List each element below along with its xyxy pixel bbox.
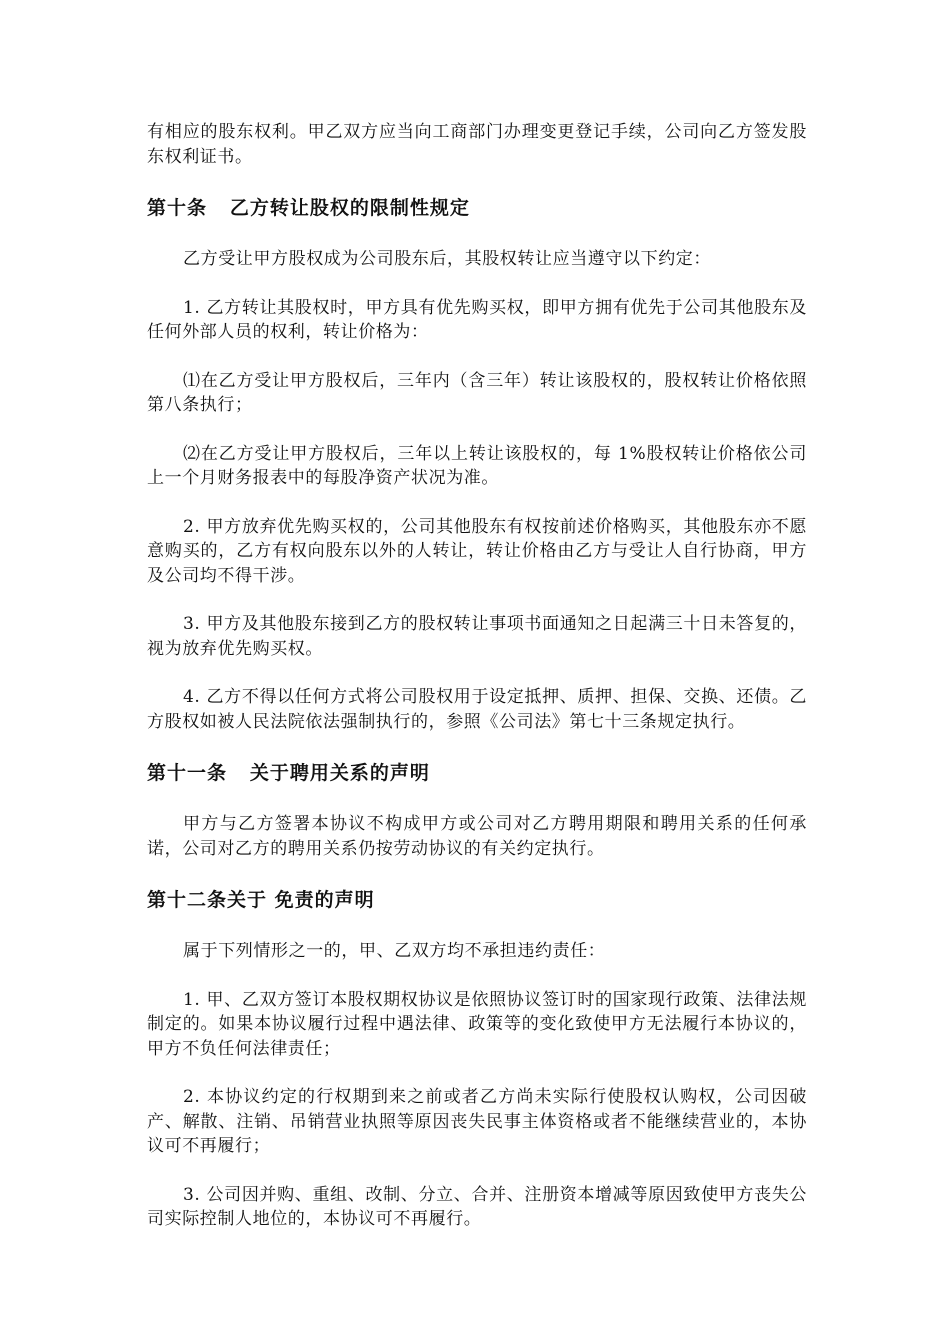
section-12-clause-1: 1. 甲、乙双方签订本股权期权协议是依照协议签订时的国家现行政策、法律法规制定的。如果本协议履行过程中遇法律、政策等的变化致使甲方无法履行本协议的，甲方不负任何法律责任；	[147, 989, 807, 1059]
section-12-heading: 第十二条关于 免责的声明	[147, 889, 375, 911]
section-10-clause-3: 3. 甲方及其他股东接到乙方的股权转让事项书面通知之日起满三十日未答复的，视为放弃优先购买权。	[147, 614, 807, 659]
section-11-heading: 第十一条 关于聘用关系的声明	[147, 762, 430, 784]
intro-paragraph: 有相应的股东权利。甲乙双方应当向工商部门办理变更登记手续，公司向乙方签发股东权利证书。	[147, 122, 807, 167]
section-10-clause-2: 2. 甲方放弃优先购买权的，公司其他股东有权按前述价格购买，其他股东亦不愿意购买的，乙方有权向股东以外的人转让，转让价格由乙方与受让人自行协商，甲方及公司均不得干涉。	[147, 516, 807, 586]
section-10-clause-1-b: ⑵在乙方受让甲方股权后，三年以上转让该股权的，每 1%股权转让价格依公司上一个月财务报表中的每股净资产状况为准。	[147, 443, 807, 488]
section-12-clause-3: 3. 公司因并购、重组、改制、分立、合并、注册资本增减等原因致使甲方丧失公司实际控制人地位的，本协议可不再履行。	[147, 1184, 807, 1229]
section-11-paragraph: 甲方与乙方签署本协议不构成甲方或公司对乙方聘用期限和聘用关系的任何承诺，公司对乙方的聘用关系仍按劳动协议的有关约定执行。	[147, 814, 807, 859]
section-10-clause-1: 1. 乙方转让其股权时，甲方具有优先购买权，即甲方拥有优先于公司其他股东及任何外部人员的权利，转让价格为：	[147, 297, 807, 342]
section-10-clause-1-a: ⑴在乙方受让甲方股权后，三年内（含三年）转让该股权的，股权转让价格依照第八条执行；	[147, 370, 807, 415]
section-10-paragraph: 乙方受让甲方股权成为公司股东后，其股权转让应当遵守以下约定：	[183, 249, 711, 269]
document-page	[147, 120, 807, 1232]
section-12-paragraph: 属于下列情形之一的，甲、乙双方均不承担违约责任：	[183, 941, 606, 961]
section-12-clause-2: 2. 本协议约定的行权期到来之前或者乙方尚未实际行使股权认购权，公司因破产、解散、注销、吊销营业执照等原因丧失民事主体资格或者不能继续营业的，本协议可不再履行；	[147, 1087, 807, 1156]
section-10-heading: 第十条 乙方转让股权的限制性规定	[147, 197, 470, 219]
section-10-clause-4: 4. 乙方不得以任何方式将公司股权用于设定抵押、质押、担保、交换、还债。乙方股权如被人民法院依法强制执行的，参照《公司法》第七十三条规定执行。	[147, 687, 807, 732]
